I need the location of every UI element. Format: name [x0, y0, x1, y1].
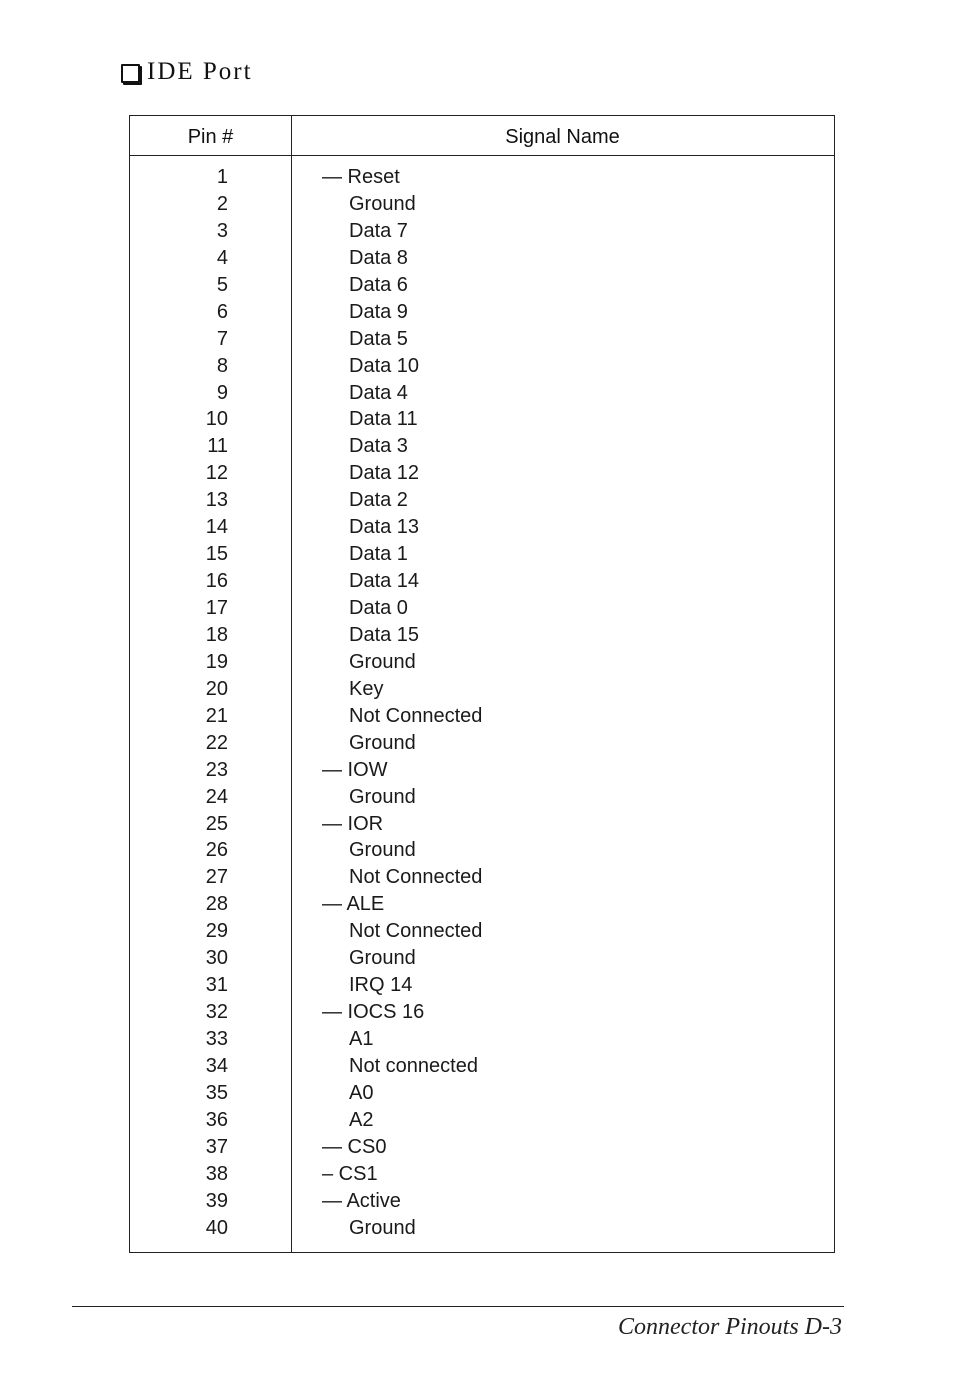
signal-name: Data 3: [349, 435, 408, 458]
signal-name: — CS0: [322, 1135, 387, 1158]
signal-name: Data 6: [349, 273, 408, 296]
signal-name: Data 4: [349, 381, 408, 404]
table-row: [130, 272, 834, 299]
pin-number: 6: [216, 300, 228, 323]
pin-number: 10: [205, 408, 228, 431]
signal-name: — ALE: [322, 893, 385, 916]
pin-number: 37: [205, 1135, 228, 1158]
pin-number: 20: [205, 677, 228, 700]
pin-number: 5: [216, 273, 228, 296]
pin-number: 27: [205, 866, 228, 889]
signal-name: Ground: [349, 839, 416, 862]
signal-name: Key: [349, 677, 384, 700]
signal-name: Not Connected: [349, 704, 483, 727]
table-row: [130, 891, 834, 918]
table-row: [130, 1134, 834, 1161]
page-footer: Connector Pinouts D-3: [618, 1314, 842, 1340]
signal-name: A2: [349, 1108, 374, 1131]
pin-number: 1: [216, 166, 228, 188]
signal-name: Data 9: [349, 300, 408, 323]
pin-number: 25: [205, 812, 228, 835]
pin-number: 28: [205, 893, 228, 916]
pin-number: 33: [205, 1028, 228, 1050]
pin-number: 7: [216, 327, 228, 350]
pin-number: 16: [205, 570, 228, 593]
signal-name: Data 1: [349, 543, 408, 566]
signal-name: A0: [349, 1081, 374, 1104]
pin-number: 2: [216, 192, 228, 215]
pin-number: 38: [205, 1162, 228, 1185]
signal-name: Ground: [349, 731, 416, 754]
table-row: [130, 460, 834, 487]
table-row: [130, 1161, 834, 1188]
signal-name: Not Connected: [349, 920, 483, 943]
table-row: [130, 1188, 834, 1215]
table-row: [130, 164, 834, 191]
signal-name: Data 13: [349, 516, 420, 539]
signal-name: Data 0: [349, 597, 408, 619]
signal-name: Ground: [349, 650, 416, 673]
table-row: [130, 730, 834, 757]
pin-number: 11: [207, 435, 228, 458]
signal-name: — Active: [322, 1189, 401, 1212]
table-row: [130, 380, 834, 407]
pin-number: 18: [205, 623, 228, 646]
table-row: [130, 811, 834, 838]
signal-name: Data 10: [349, 354, 420, 377]
table-row: [130, 353, 834, 380]
pin-number: 3: [216, 219, 228, 242]
table-row: [130, 649, 834, 676]
pin-number: 4: [216, 246, 228, 269]
table-row: [130, 703, 834, 730]
table-row: [130, 1026, 834, 1053]
signal-name: Data 8: [349, 246, 408, 269]
table-row: [130, 568, 834, 595]
signal-name: Data 7: [349, 219, 408, 242]
table-row: [130, 864, 834, 891]
table-row: [130, 299, 834, 326]
pin-number: 13: [205, 489, 228, 512]
checkbox-square-icon: [121, 64, 140, 83]
table-row: [130, 999, 834, 1026]
signal-name: Data 5: [349, 327, 408, 350]
pin-number: 31: [205, 974, 228, 997]
table-row: [130, 433, 834, 460]
pin-number: 26: [205, 839, 228, 862]
signal-name: — IOW: [322, 758, 388, 781]
signal-name: Ground: [349, 192, 416, 215]
header-rule: [130, 155, 834, 156]
signal-name: Data 14: [349, 570, 420, 593]
table-row: [130, 837, 834, 864]
signal-name: A1: [349, 1028, 374, 1050]
table-row: [130, 1107, 834, 1134]
signal-name: Ground: [349, 1216, 416, 1239]
signal-name: Ground: [349, 785, 416, 808]
table-row: [130, 326, 834, 353]
table-row: [130, 191, 834, 218]
pin-number: 8: [216, 354, 228, 377]
signal-name: Ground: [349, 947, 416, 970]
pin-number: 14: [205, 516, 228, 539]
table-row: [130, 1080, 834, 1107]
table-row: [130, 245, 834, 272]
pin-number: 39: [205, 1189, 228, 1212]
table-row: [130, 972, 834, 999]
pin-number: 35: [205, 1081, 228, 1104]
table-row: [130, 514, 834, 541]
table-row: [130, 406, 834, 433]
signal-name: – CS1: [322, 1162, 378, 1185]
signal-name: — Reset: [322, 166, 400, 188]
pin-number: 19: [205, 650, 228, 673]
pin-number: 32: [205, 1001, 228, 1024]
signal-name: Data 11: [349, 408, 418, 431]
table-row: [130, 595, 834, 622]
signal-name: Data 15: [349, 623, 420, 646]
pin-number: 24: [205, 785, 228, 808]
table-row: [130, 945, 834, 972]
pin-number: 29: [205, 920, 228, 943]
pin-number: 21: [205, 704, 228, 727]
pin-number: 34: [205, 1054, 228, 1077]
pin-number: 9: [216, 381, 228, 404]
section-heading: [121, 58, 253, 86]
table-row: [130, 676, 834, 703]
table-body: [130, 164, 834, 1242]
signal-name: Data 2: [349, 489, 408, 512]
signal-name: — IOCS 16: [322, 1001, 425, 1024]
signal-name: Data 12: [349, 462, 420, 485]
pin-number: 15: [205, 543, 228, 566]
table-row: [130, 1053, 834, 1080]
table-row: [130, 541, 834, 568]
footer-rule: [72, 1306, 844, 1307]
table-row: [130, 757, 834, 784]
header-signal: Signal Name: [505, 126, 620, 148]
pinout-table: [129, 115, 835, 1253]
table-row: [130, 918, 834, 945]
pin-number: 12: [205, 462, 228, 485]
pin-number: 17: [205, 597, 228, 619]
pin-number: 23: [205, 758, 228, 781]
table-row: [130, 1215, 834, 1242]
pin-number: 36: [205, 1108, 228, 1131]
signal-name: Not connected: [349, 1054, 478, 1077]
pin-number: 40: [205, 1216, 228, 1239]
pin-number: 22: [205, 731, 228, 754]
table-row: [130, 218, 834, 245]
table-row: [130, 784, 834, 811]
header-pin: Pin #: [187, 126, 234, 148]
signal-name: Not Connected: [349, 866, 483, 889]
table-row: [130, 622, 834, 649]
pin-number: 30: [205, 947, 228, 970]
table-row: [130, 487, 834, 514]
signal-name: — IOR: [322, 812, 384, 835]
signal-name: IRQ 14: [349, 974, 413, 997]
section-title: IDE Port: [147, 58, 253, 85]
